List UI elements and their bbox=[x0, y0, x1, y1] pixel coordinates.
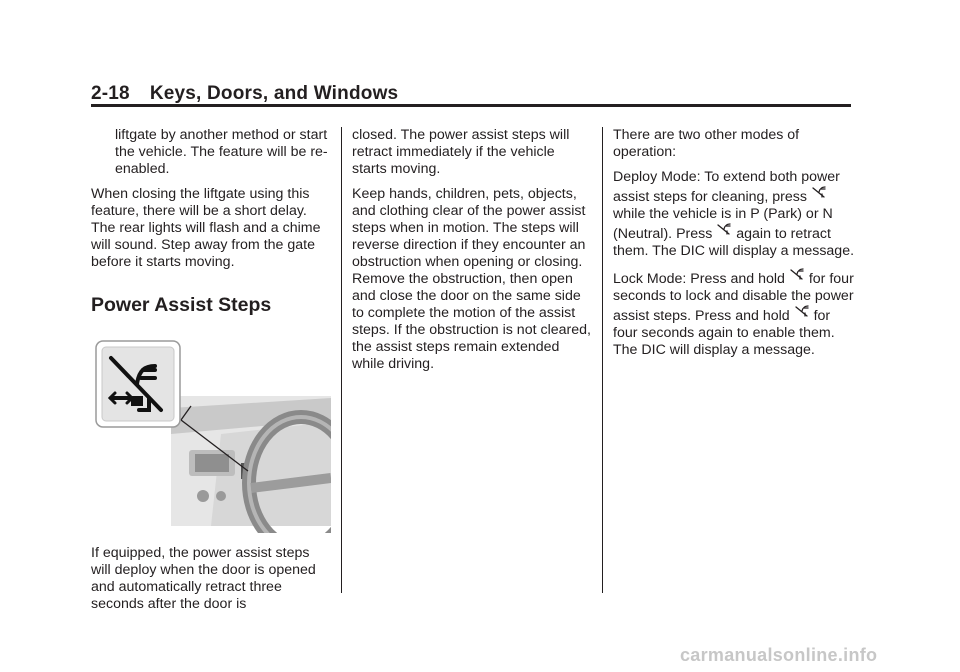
page-header bbox=[91, 83, 851, 105]
column-divider bbox=[602, 127, 603, 593]
watermark: carmanualsonline.info bbox=[680, 645, 878, 665]
paragraph: There are two other modes of operation: bbox=[613, 127, 800, 160]
header-title bbox=[91, 83, 851, 105]
deploy-mode-paragraph: Deploy Mode: To extend both power assist steps for cleaning, press while the vehicle is in P (Park) or N (Neutral). Press again to retract them. The DIC will display a message. bbox=[613, 169, 855, 259]
power-assist-step-icon bbox=[812, 186, 826, 198]
power-assist-step-icon bbox=[795, 305, 809, 317]
column-divider bbox=[341, 127, 342, 593]
header-rule bbox=[91, 104, 851, 107]
paragraph: liftgate by another method or start the vehicle. The feature will be re-enabled. bbox=[115, 127, 328, 177]
paragraph: closed. The power assist steps will retract immediately if the vehicle starts moving. bbox=[352, 127, 570, 177]
column-2 bbox=[352, 127, 592, 381]
power-assist-step-icon bbox=[717, 223, 731, 235]
paragraph: When closing the liftgate using this feature, there will be a short delay. The rear lights will flash and a chime will sound. Step away from the gate before it starts moving. bbox=[91, 186, 321, 270]
section-heading: Power Assist Steps bbox=[91, 294, 272, 316]
steps-button-illustration bbox=[91, 338, 331, 533]
page-number: 2-18 bbox=[91, 83, 130, 104]
paragraph: Keep hands, children, pets, objects, and clothing clear of the power assist steps when in motion. The steps will reverse direction if they encounter an obstruction when opening or closing. Remove the obstruction, then open and close the door on the same side to complete the motion of the assist steps. If the obstruction is not cleared, the assist steps remain extended while driving. bbox=[352, 186, 591, 372]
column-1 bbox=[91, 127, 331, 621]
column-3 bbox=[613, 127, 858, 367]
section-title: Keys, Doors, and Windows bbox=[149, 83, 399, 104]
power-assist-step-icon bbox=[790, 268, 804, 280]
paragraph: If equipped, the power assist steps will deploy when the door is opened and automatically retract three seconds after the door is bbox=[91, 545, 316, 612]
lock-mode-paragraph: Lock Mode: Press and hold for four seconds to lock and disable the power assist steps. Press and hold for four seconds again to enable them. The DIC will display a message. bbox=[613, 268, 858, 359]
